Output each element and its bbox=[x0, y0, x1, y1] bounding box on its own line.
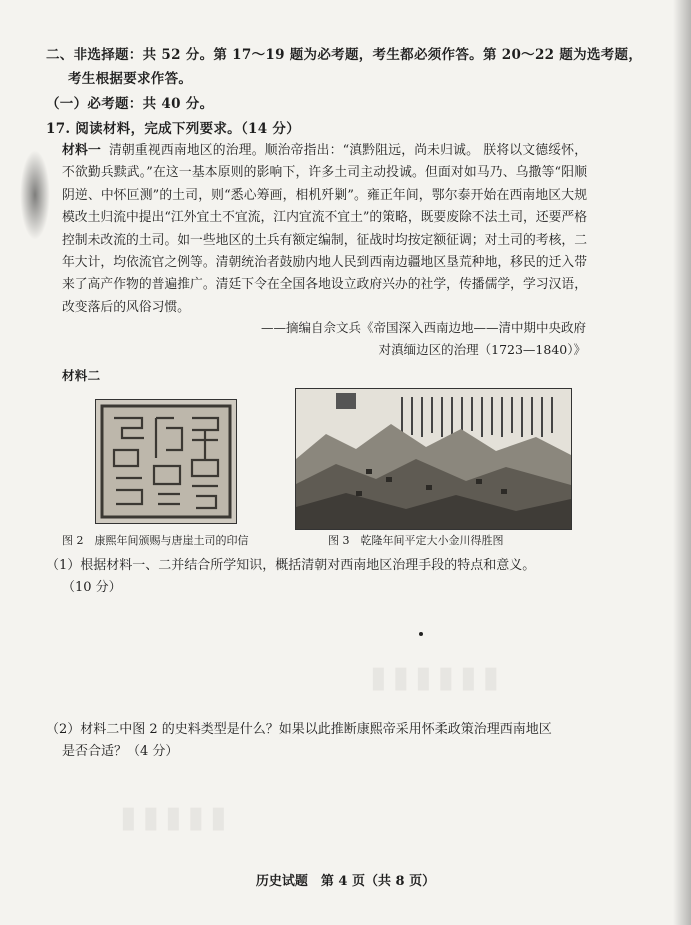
figure-3-caption: 图 3 乾隆年间平定大小金川得胜图 bbox=[328, 534, 504, 547]
sub-question-1-line1: （1）根据材料一、二并结合所学知识，概括清朝对西南地区治理手段的特点和意义。 bbox=[46, 558, 536, 573]
painting-illustration bbox=[296, 389, 571, 529]
sub-question-2-line2: 是否合适？（4 分） bbox=[62, 744, 179, 759]
page-footer: 历史试题 第 4 页（共 8 页） bbox=[255, 874, 436, 889]
material-1 bbox=[62, 140, 587, 319]
bleed-through-text: ▮▮▮▮▮ bbox=[120, 800, 233, 835]
sub-question-2-line1: （2）材料二中图 2 的史料类型是什么？如果以此推断康熙帝采用怀柔政策治理西南地区 bbox=[46, 722, 552, 737]
material-1-text: 清朝重视西南地区的治理。顺治帝指出：“滇黔阻远，尚未归诚。 朕将以文德绥怀，不欲勤兵黩武。”在这一基本原则的影响下，许多土司主动投诚。但面对如马乃、乌撒等“阳顺阴逆、中怀叵测”的土司，则“悉心筹画，相机歼剿”。雍正年间，鄂尔泰开始在西南地区大规模改土归流中提出“江外宜土不宜流，江内宜流不宜土”的策略，既要废除不法土司，还要严格控制未改流的土司。如一些地区的土兵有额定编制，征战时均按定额征调；对土司的考核，二年大计，均依流官之例等。清朝统治者鼓励内地人民到西南边疆地区垦荒种地，移民的迁入带来了高产作物的普遍推广。清廷下令在全国各地设立政府兴办的社学，传播儒学，学习汉语，改变落后的风俗习惯。 bbox=[62, 143, 588, 315]
seal-image bbox=[95, 399, 237, 524]
source-line1: ——摘编自佘文兵《帝国深入西南边地——清中期中央政府 bbox=[260, 320, 586, 335]
question-17-title: 17. 阅读材料，完成下列要求。（14 分） bbox=[46, 121, 301, 137]
victory-painting-image bbox=[295, 388, 572, 530]
section-heading-line1: 二、非选择题：共 52 分。第 17～19 题为必考题，考生都必须作答。第 20～22 题为选考题， bbox=[46, 47, 643, 63]
material-2-label: 材料二 bbox=[62, 368, 101, 383]
material-1-label: 材料一 bbox=[62, 143, 101, 158]
section-heading-line2: 考生根据要求作答。 bbox=[68, 71, 193, 87]
scan-smudge bbox=[20, 150, 50, 240]
bleed-through-text: ▮▮▮▮▮▮ bbox=[370, 660, 506, 695]
sub-question-1-line2: （10 分） bbox=[62, 580, 122, 595]
scan-edge-shadow bbox=[673, 0, 691, 925]
ink-dot bbox=[419, 632, 423, 636]
seal-illustration bbox=[96, 400, 236, 523]
figure-2-caption: 图 2 康熙年间颁赐与唐崖土司的印信 bbox=[62, 534, 249, 547]
source-line2: 对滇缅边区的治理（1723—1840）》 bbox=[378, 342, 586, 357]
required-heading: （一）必考题：共 40 分。 bbox=[46, 96, 214, 112]
